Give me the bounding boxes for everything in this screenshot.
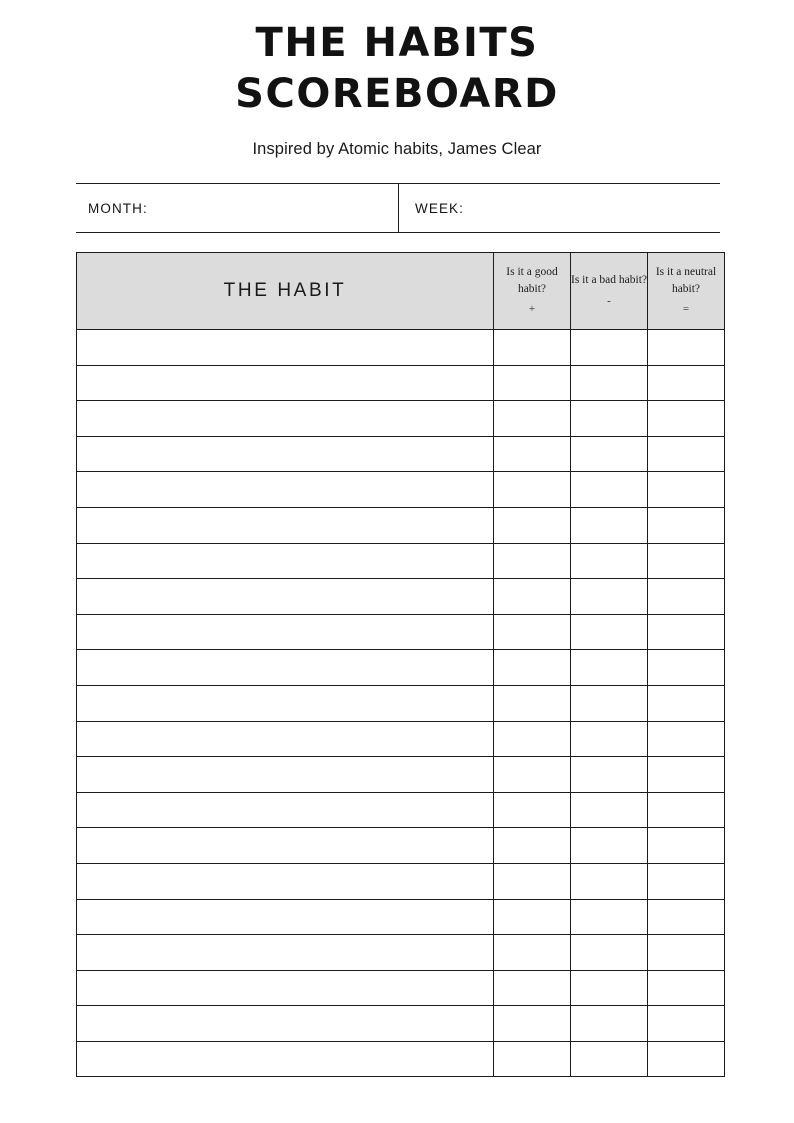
bad-habit-cell[interactable]	[571, 401, 648, 437]
bad-habit-cell[interactable]	[571, 685, 648, 721]
column-header-good-symbol: +	[528, 303, 536, 316]
column-header-habit: THE HABIT	[77, 253, 494, 330]
bad-habit-cell[interactable]	[571, 828, 648, 864]
table-row	[77, 614, 725, 650]
neutral-habit-cell[interactable]	[648, 828, 725, 864]
good-habit-cell[interactable]	[494, 614, 571, 650]
title-block	[0, 0, 794, 159]
habit-name-cell[interactable]	[77, 365, 494, 401]
good-habit-cell[interactable]	[494, 685, 571, 721]
bad-habit-cell[interactable]	[571, 863, 648, 899]
table-row	[77, 650, 725, 686]
column-header-neutral	[648, 253, 725, 330]
table-row	[77, 365, 725, 401]
table-row	[77, 436, 725, 472]
habit-name-cell[interactable]	[77, 579, 494, 615]
habit-name-cell[interactable]	[77, 970, 494, 1006]
table-row	[77, 472, 725, 508]
neutral-habit-cell[interactable]	[648, 685, 725, 721]
month-week-bar	[76, 183, 720, 233]
neutral-habit-cell[interactable]	[648, 543, 725, 579]
neutral-habit-cell[interactable]	[648, 935, 725, 971]
habit-name-cell[interactable]	[77, 436, 494, 472]
good-habit-cell[interactable]	[494, 579, 571, 615]
good-habit-cell[interactable]	[494, 721, 571, 757]
neutral-habit-cell[interactable]	[648, 792, 725, 828]
month-field[interactable]	[76, 184, 398, 232]
neutral-habit-cell[interactable]	[648, 970, 725, 1006]
column-header-bad	[571, 253, 648, 330]
column-header-neutral-symbol: =	[682, 303, 690, 316]
page-subtitle: Inspired by Atomic habits, James Clear	[252, 140, 542, 159]
neutral-habit-cell[interactable]	[648, 614, 725, 650]
neutral-habit-cell[interactable]	[648, 721, 725, 757]
good-habit-cell[interactable]	[494, 330, 571, 366]
habit-name-cell[interactable]	[77, 863, 494, 899]
table-header-row	[77, 253, 725, 330]
neutral-habit-cell[interactable]	[648, 472, 725, 508]
good-habit-cell[interactable]	[494, 1041, 571, 1077]
table-row	[77, 579, 725, 615]
habit-name-cell[interactable]	[77, 721, 494, 757]
neutral-habit-cell[interactable]	[648, 365, 725, 401]
good-habit-cell[interactable]	[494, 507, 571, 543]
habits-table-head	[77, 253, 725, 330]
good-habit-cell[interactable]	[494, 472, 571, 508]
bad-habit-cell[interactable]	[571, 757, 648, 793]
neutral-habit-cell[interactable]	[648, 330, 725, 366]
good-habit-cell[interactable]	[494, 970, 571, 1006]
good-habit-cell[interactable]	[494, 828, 571, 864]
good-habit-cell[interactable]	[494, 792, 571, 828]
good-habit-cell[interactable]	[494, 650, 571, 686]
habits-table	[76, 252, 725, 1077]
neutral-habit-cell[interactable]	[648, 436, 725, 472]
habit-name-cell[interactable]	[77, 507, 494, 543]
neutral-habit-cell[interactable]	[648, 650, 725, 686]
column-header-neutral-label: Is it a neutral habit?	[655, 265, 717, 295]
bad-habit-cell[interactable]	[571, 330, 648, 366]
habit-name-cell[interactable]	[77, 828, 494, 864]
habit-name-cell[interactable]	[77, 614, 494, 650]
neutral-habit-cell[interactable]	[648, 899, 725, 935]
good-habit-cell[interactable]	[494, 401, 571, 437]
habits-table-wrap	[76, 252, 720, 1077]
habit-name-cell[interactable]	[77, 1006, 494, 1042]
habits-table-body	[77, 330, 725, 1077]
neutral-habit-cell[interactable]	[648, 863, 725, 899]
week-field[interactable]	[398, 184, 720, 232]
table-row	[77, 935, 725, 971]
table-row	[77, 970, 725, 1006]
table-row	[77, 507, 725, 543]
neutral-habit-cell[interactable]	[648, 1006, 725, 1042]
table-row	[77, 1041, 725, 1077]
table-row	[77, 330, 725, 366]
column-header-good	[494, 253, 571, 330]
table-row	[77, 757, 725, 793]
bad-habit-cell[interactable]	[571, 543, 648, 579]
bad-habit-cell[interactable]	[571, 721, 648, 757]
neutral-habit-cell[interactable]	[648, 507, 725, 543]
habit-name-cell[interactable]	[77, 330, 494, 366]
good-habit-cell[interactable]	[494, 935, 571, 971]
table-row	[77, 828, 725, 864]
page-title-line-2: SCOREBOARD	[235, 71, 559, 118]
habit-name-cell[interactable]	[77, 650, 494, 686]
habit-name-cell[interactable]	[77, 543, 494, 579]
table-row	[77, 401, 725, 437]
bad-habit-cell[interactable]	[571, 792, 648, 828]
table-row	[77, 543, 725, 579]
bad-habit-cell[interactable]	[571, 579, 648, 615]
page-title	[0, 18, 794, 120]
good-habit-cell[interactable]	[494, 436, 571, 472]
bad-habit-cell[interactable]	[571, 365, 648, 401]
bad-habit-cell[interactable]	[571, 899, 648, 935]
habit-name-cell[interactable]	[77, 757, 494, 793]
column-header-good-label: Is it a good habit?	[506, 265, 558, 295]
bad-habit-cell[interactable]	[571, 935, 648, 971]
page-title-line-1: THE HABITS	[255, 20, 539, 66]
bad-habit-cell[interactable]	[571, 970, 648, 1006]
neutral-habit-cell[interactable]	[648, 757, 725, 793]
habit-name-cell[interactable]	[77, 792, 494, 828]
habit-name-cell[interactable]	[77, 1041, 494, 1077]
neutral-habit-cell[interactable]	[648, 579, 725, 615]
table-row	[77, 863, 725, 899]
habit-name-cell[interactable]	[77, 899, 494, 935]
table-row	[77, 721, 725, 757]
month-label: MONTH:	[88, 200, 148, 216]
table-row	[77, 899, 725, 935]
bad-habit-cell[interactable]	[571, 1041, 648, 1077]
column-header-bad-symbol: -	[607, 294, 611, 307]
good-habit-cell[interactable]	[494, 543, 571, 579]
good-habit-cell[interactable]	[494, 863, 571, 899]
bad-habit-cell[interactable]	[571, 436, 648, 472]
habit-name-cell[interactable]	[77, 935, 494, 971]
neutral-habit-cell[interactable]	[648, 401, 725, 437]
table-row	[77, 685, 725, 721]
table-row	[77, 1006, 725, 1042]
column-header-bad-label: Is it a bad habit?	[571, 274, 648, 287]
good-habit-cell[interactable]	[494, 757, 571, 793]
good-habit-cell[interactable]	[494, 1006, 571, 1042]
bad-habit-cell[interactable]	[571, 1006, 648, 1042]
week-label: WEEK:	[415, 200, 465, 216]
good-habit-cell[interactable]	[494, 365, 571, 401]
habit-name-cell[interactable]	[77, 401, 494, 437]
habit-name-cell[interactable]	[77, 685, 494, 721]
bad-habit-cell[interactable]	[571, 507, 648, 543]
bad-habit-cell[interactable]	[571, 650, 648, 686]
bad-habit-cell[interactable]	[571, 614, 648, 650]
good-habit-cell[interactable]	[494, 899, 571, 935]
table-row	[77, 792, 725, 828]
neutral-habit-cell[interactable]	[648, 1041, 725, 1077]
bad-habit-cell[interactable]	[571, 472, 648, 508]
habit-name-cell[interactable]	[77, 472, 494, 508]
